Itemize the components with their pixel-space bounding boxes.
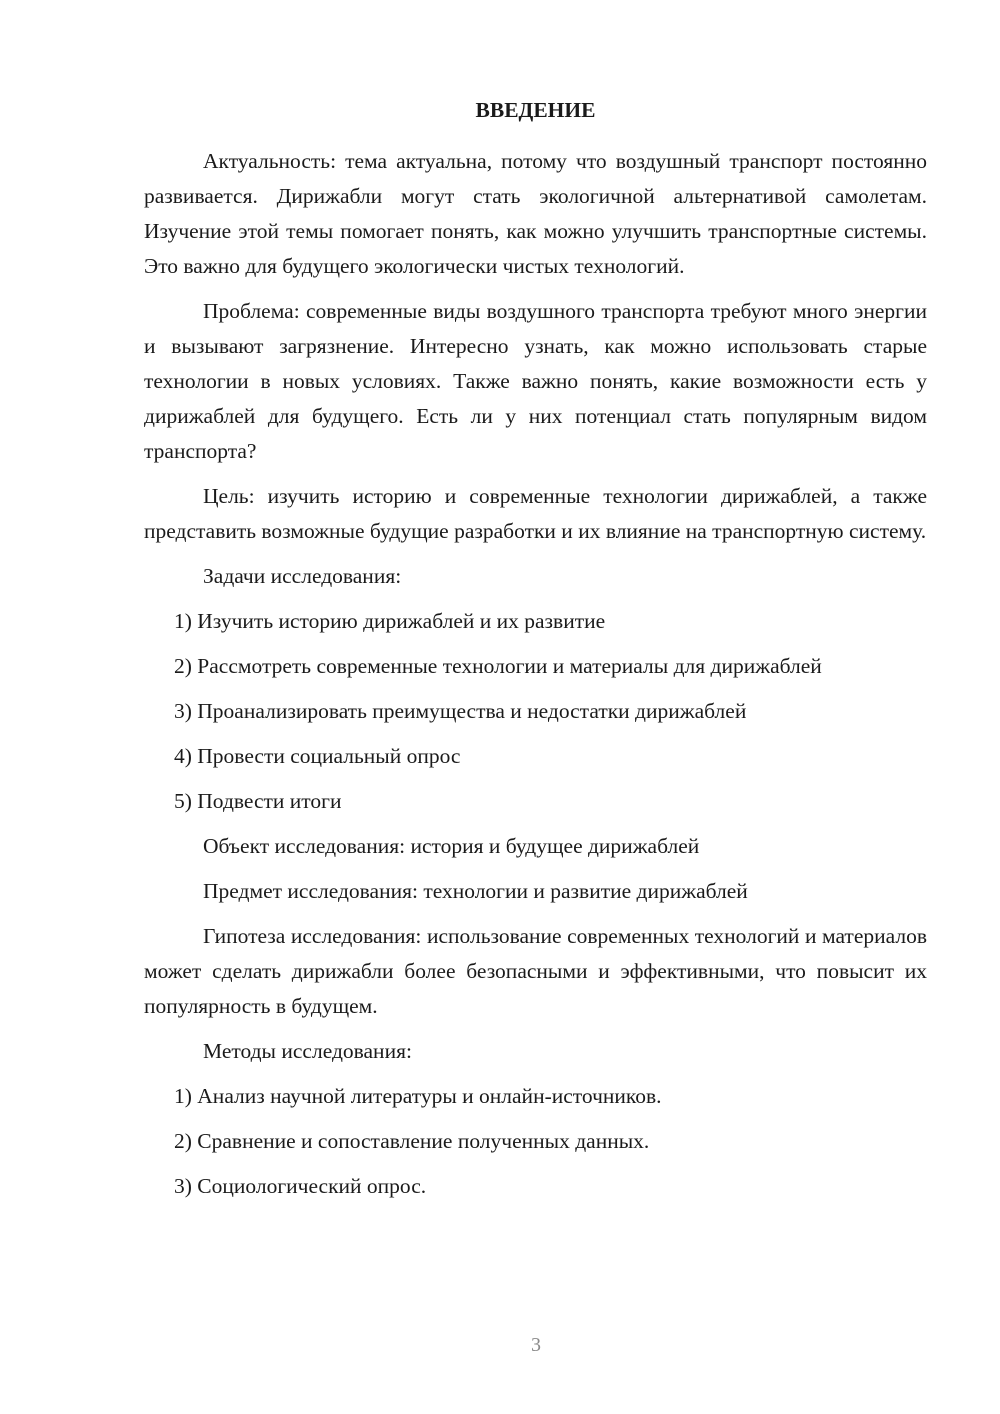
page-number: 3 — [531, 1334, 541, 1356]
document-page — [144, 96, 927, 1214]
list-item: 3) Проанализировать преимущества и недостатки дирижаблей — [174, 699, 747, 723]
hypothesis-paragraph: Гипотеза исследования: использование современных технологий и материалов может сделать дирижабли более безопасными и эффективными, что повысит их популярность в будущем. — [144, 924, 927, 1018]
section-title: ВВЕДЕНИЕ — [475, 98, 596, 122]
list-item: 2) Сравнение и сопоставление полученных данных. — [174, 1129, 650, 1153]
list-item: 4) Провести социальный опрос — [174, 744, 461, 768]
methods-heading: Методы исследования: — [203, 1039, 412, 1063]
goal-paragraph: Цель: изучить историю и современные технологии дирижаблей, а также представить возможные будущие разработки и их влияние на транспортную систему. — [144, 484, 927, 543]
subject-line: Предмет исследования: технологии и развитие дирижаблей — [203, 879, 748, 903]
tasks-heading: Задачи исследования: — [203, 564, 402, 588]
methods-list — [144, 1079, 927, 1204]
problem-paragraph: Проблема: современные виды воздушного транспорта требуют много энергии и вызывают загрязнение. Интересно узнать, как можно использовать старые технологии в новых условиях. Также важно понять, какие возможности есть у дирижаблей для будущего. Есть ли у них потенциал стать популярным видом транспорта? — [144, 299, 927, 463]
list-item: 5) Подвести итоги — [174, 789, 342, 813]
relevance-paragraph: Актуальность: тема актуальна, потому что воздушный транспорт постоянно развивается. Дирижабли могут стать экологичной альтернативой самолетам. Изучение этой темы помогает понять, как можно улучшить транспортные системы. Это важно для будущего экологически чистых технологий. — [144, 149, 927, 278]
list-item: 2) Рассмотреть современные технологии и материалы для дирижаблей — [174, 654, 822, 678]
list-item: 3) Социологический опрос. — [174, 1174, 427, 1198]
object-line: Объект исследования: история и будущее дирижаблей — [203, 834, 700, 858]
tasks-list — [144, 604, 927, 819]
list-item: 1) Анализ научной литературы и онлайн-источников. — [174, 1084, 662, 1108]
list-item: 1) Изучить историю дирижаблей и их развитие — [174, 609, 606, 633]
